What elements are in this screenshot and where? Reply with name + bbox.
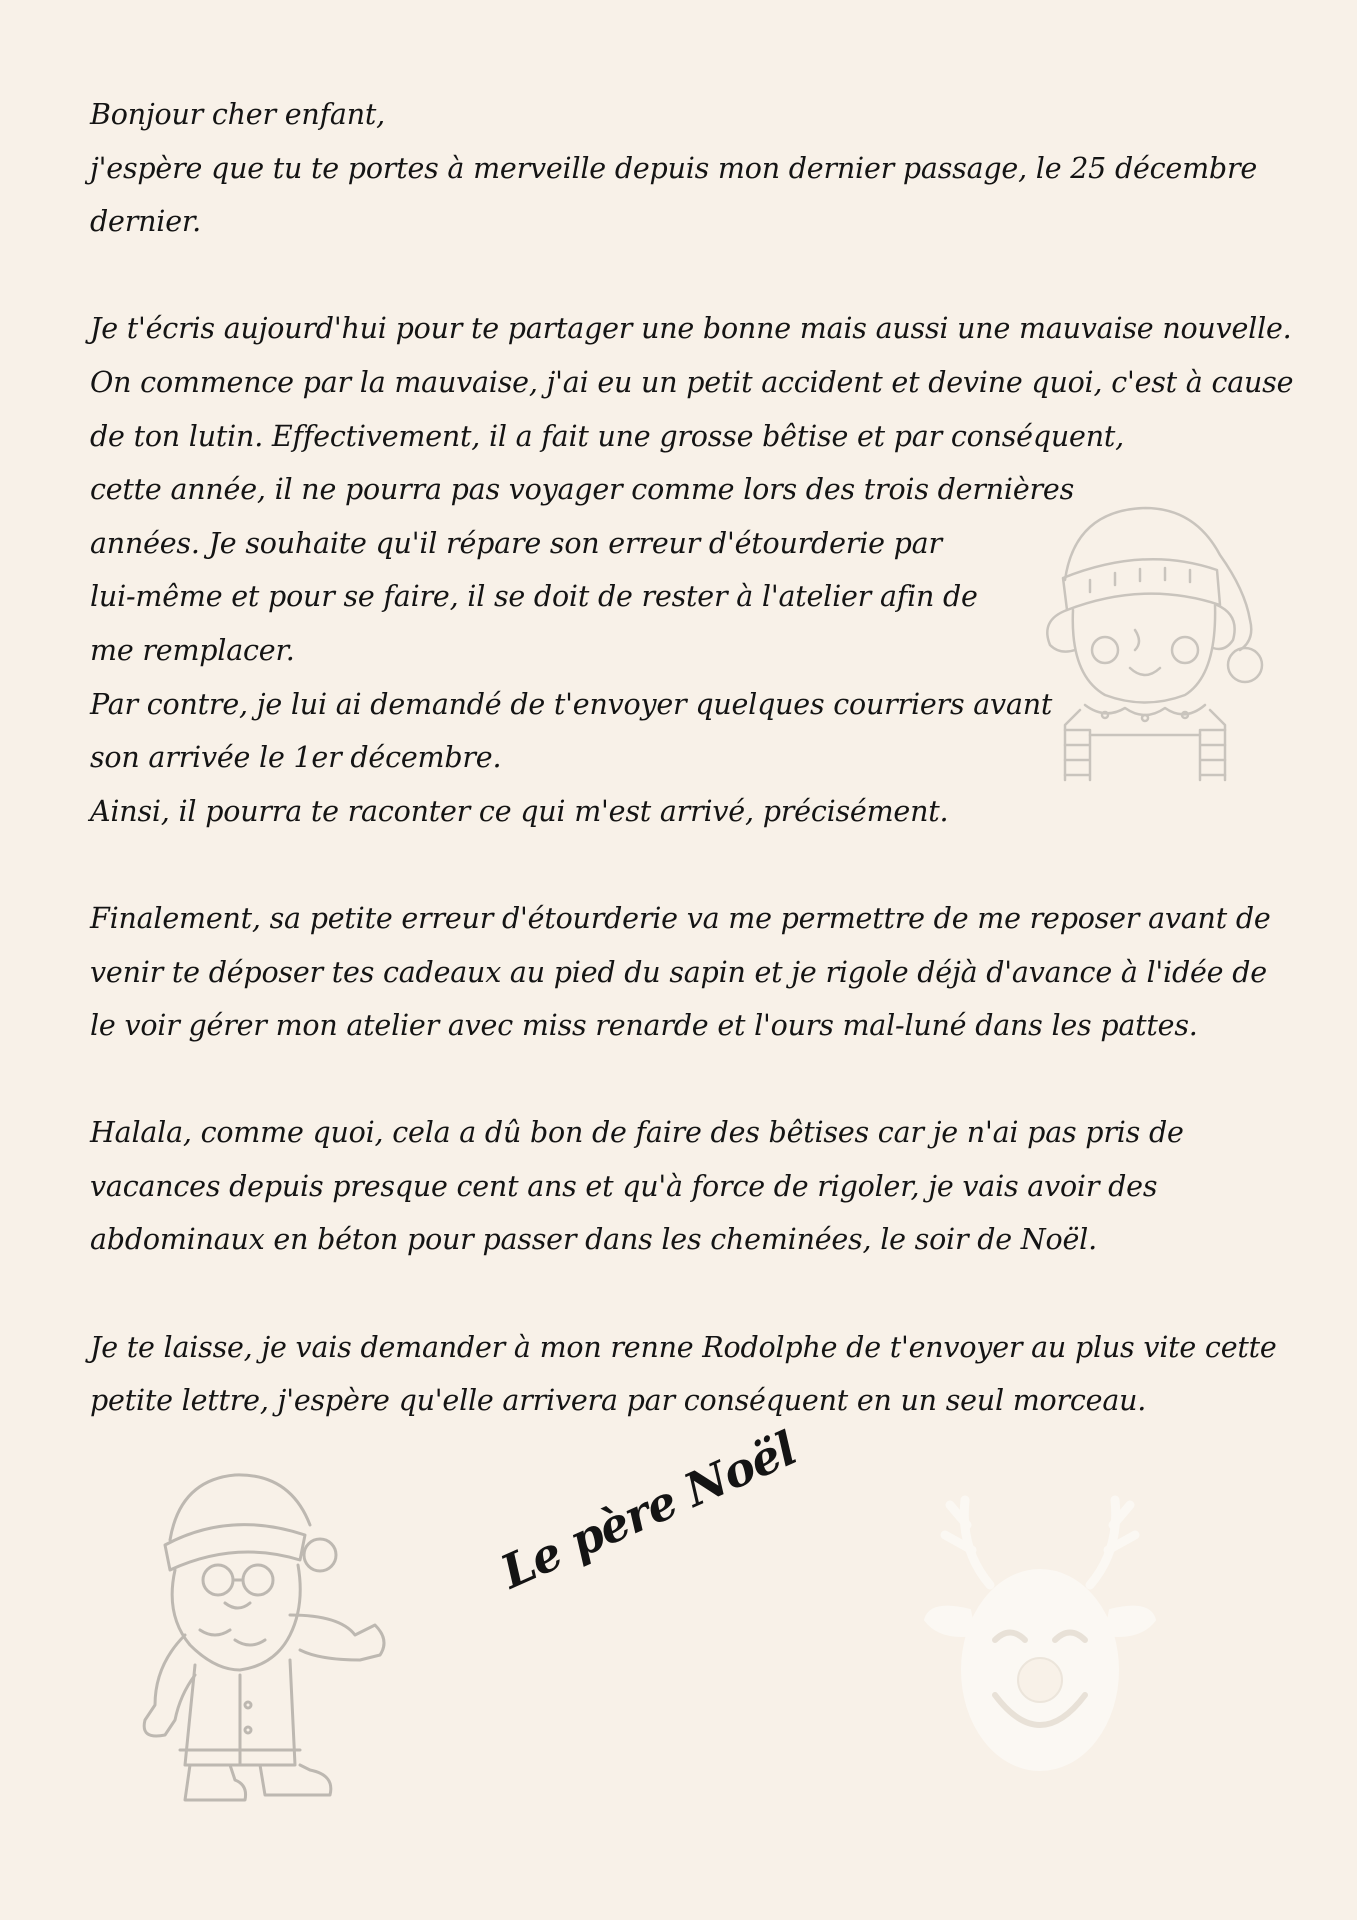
- letter-line: Bonjour cher enfant,: [90, 98, 385, 131]
- letter-line: j'espère que tu te portes à merveille depuis mon dernier passage, le 25 décembre: [90, 151, 1258, 185]
- letter-line: le voir gérer mon atelier avec miss renarde et l'ours mal-luné dans les pattes.: [90, 1009, 1198, 1043]
- letter-line: vacances depuis presque cent ans et qu'à force de rigoler, je vais avoir des: [90, 1169, 1158, 1203]
- reindeer-icon: [920, 1480, 1160, 1780]
- paragraph-gap: [90, 1267, 1290, 1321]
- elf-icon: [1045, 500, 1290, 785]
- paragraph-gap: [90, 838, 1290, 892]
- letter-line: Je t'écris aujourd'hui pour te partager une bonne mais aussi une mauvaise nouvelle.: [90, 312, 1292, 346]
- letter-line: son arrivée le 1er décembre.: [90, 741, 502, 775]
- letter-line: Finalement, sa petite erreur d'étourderie va me permettre de me reposer avant de: [90, 901, 1271, 935]
- letter-line: venir te déposer tes cadeaux au pied du sapin et je rigole déjà d'avance à l'idée de: [90, 955, 1267, 989]
- letter-line: me remplacer.: [90, 633, 295, 667]
- letter-line: Je te laisse, je vais demander à mon renne Rodolphe de t'envoyer au plus vite cette: [90, 1330, 1277, 1364]
- letter-line: Par contre, je lui ai demandé de t'envoyer quelques courriers avant: [90, 687, 1053, 721]
- santa-claus-icon: [140, 1465, 405, 1810]
- paragraph-gap: [90, 1053, 1290, 1107]
- letter-line: de ton lutin. Effectivement, il a fait une grosse bêtise et par conséquent,: [90, 419, 1124, 453]
- letter-line: petite lettre, j'espère qu'elle arrivera par conséquent en un seul morceau.: [90, 1384, 1147, 1418]
- paragraph-gap: [90, 249, 1290, 303]
- letter-line: Ainsi, il pourra te raconter ce qui m'est arrivé, précisément.: [90, 794, 949, 828]
- letter-line: cette année, il ne pourra pas voyager comme lors des trois dernières: [90, 473, 1074, 507]
- letter-line: Halala, comme quoi, cela a dû bon de faire des bêtises car je n'ai pas pris de: [90, 1116, 1184, 1150]
- letter-line: lui-même et pour se faire, il se doit de rester à l'atelier afin de: [90, 580, 978, 614]
- letter-line: dernier.: [90, 205, 202, 239]
- letter-line: abdominaux en béton pour passer dans les cheminées, le soir de Noël.: [90, 1223, 1097, 1257]
- signature: Le père Noël: [493, 1421, 804, 1599]
- letter-line: années. Je souhaite qu'il répare son erreur d'étourderie par: [90, 526, 942, 560]
- letter-line: On commence par la mauvaise, j'ai eu un petit accident et devine quoi, c'est à cause: [90, 365, 1294, 399]
